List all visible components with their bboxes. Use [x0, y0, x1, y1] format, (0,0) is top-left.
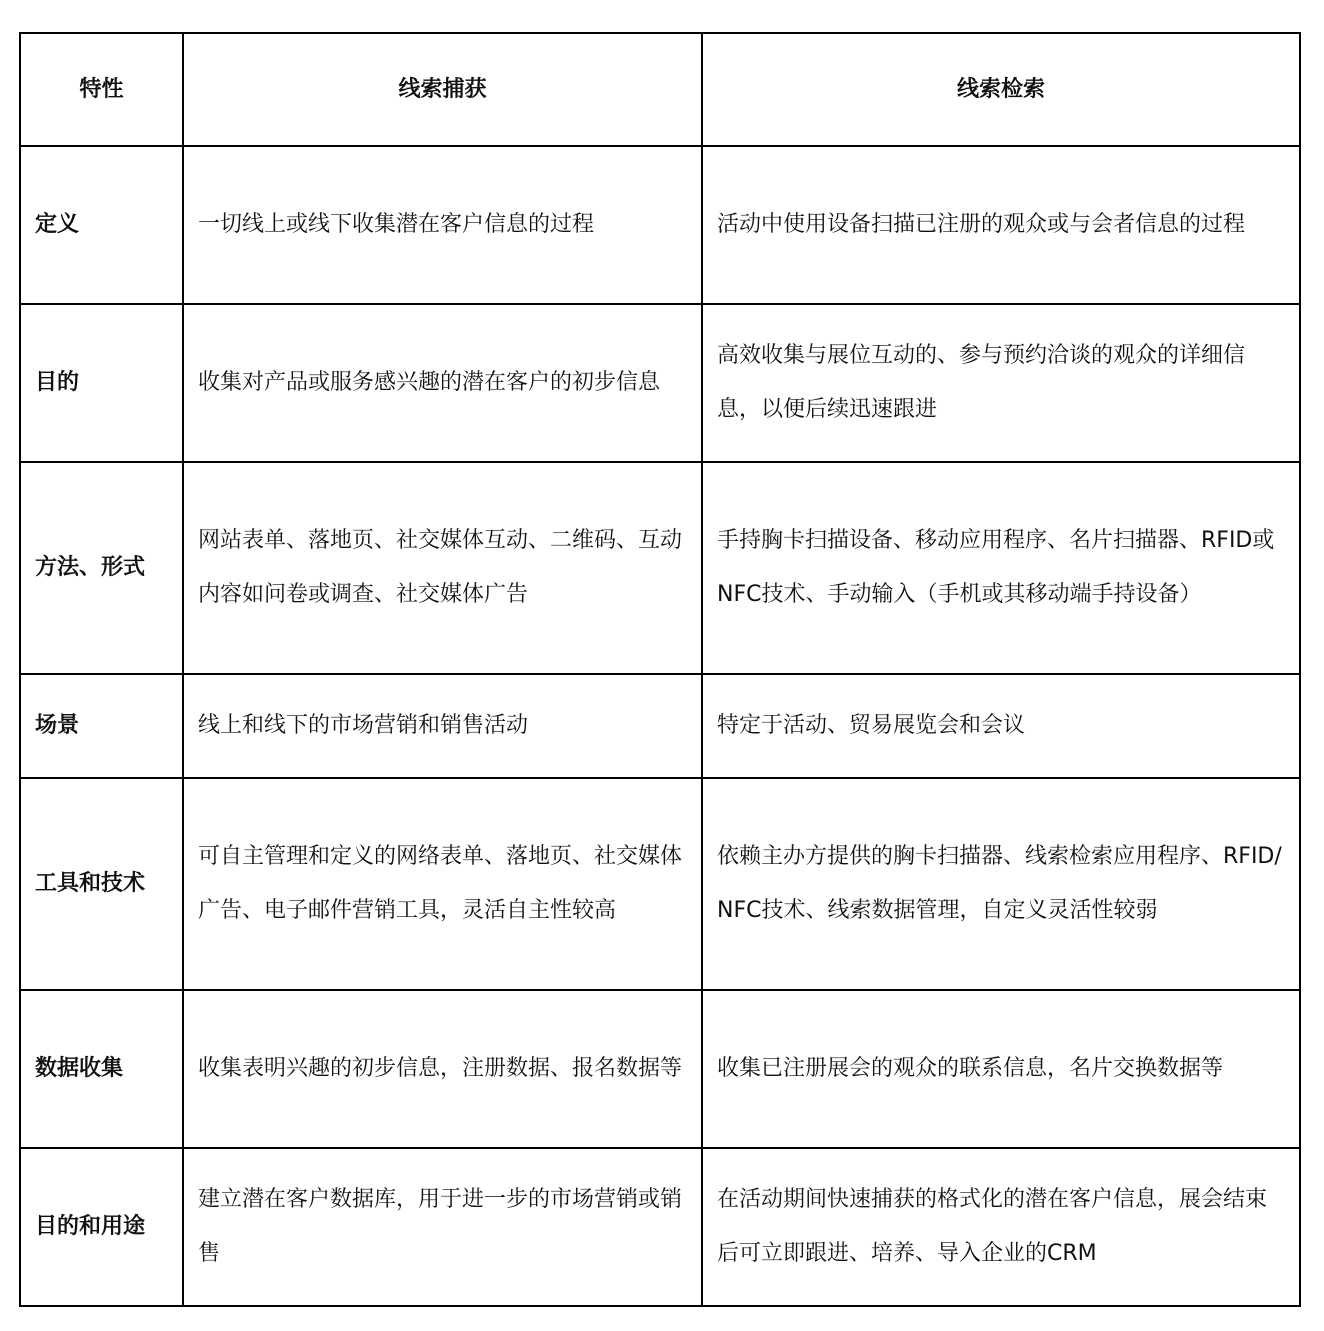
- table-row: [20, 304, 1300, 462]
- row-capture: 一切线上或线下收集潜在客户信息的过程: [183, 146, 702, 304]
- table-row: [20, 462, 1300, 674]
- row-feature: 场景: [20, 674, 183, 778]
- header-feature: 特性: [20, 33, 183, 146]
- row-feature: 目的和用途: [20, 1148, 183, 1306]
- row-retrieval: 高效收集与展位互动的、参与预约洽谈的观众的详细信息，以便后续迅速跟进: [702, 304, 1300, 462]
- comparison-table: [19, 32, 1301, 1307]
- header-row: [20, 33, 1300, 146]
- row-feature: 方法、形式: [20, 462, 183, 674]
- table-row: [20, 778, 1300, 990]
- row-capture: 收集表明兴趣的初步信息，注册数据、报名数据等: [183, 990, 702, 1148]
- row-retrieval: 依赖主办方提供的胸卡扫描器、线索检索应用程序、RFID/NFC技术、线索数据管理，自定义灵活性较弱: [702, 778, 1300, 990]
- row-retrieval: 收集已注册展会的观众的联系信息，名片交换数据等: [702, 990, 1300, 1148]
- row-feature: 目的: [20, 304, 183, 462]
- row-retrieval: 手持胸卡扫描设备、移动应用程序、名片扫描器、RFID或NFC技术、手动输入（手机或其移动端手持设备）: [702, 462, 1300, 674]
- table-row: [20, 146, 1300, 304]
- row-capture: 建立潜在客户数据库，用于进一步的市场营销或销售: [183, 1148, 702, 1306]
- header-lead-retrieval: 线索检索: [702, 33, 1300, 146]
- table-row: [20, 1148, 1300, 1306]
- row-capture: 线上和线下的市场营销和销售活动: [183, 674, 702, 778]
- row-capture: 收集对产品或服务感兴趣的潜在客户的初步信息: [183, 304, 702, 462]
- row-capture: 可自主管理和定义的网络表单、落地页、社交媒体广告、电子邮件营销工具，灵活自主性较高: [183, 778, 702, 990]
- header-lead-capture: 线索捕获: [183, 33, 702, 146]
- row-retrieval: 特定于活动、贸易展览会和会议: [702, 674, 1300, 778]
- row-retrieval: 在活动期间快速捕获的格式化的潜在客户信息，展会结束后可立即跟进、培养、导入企业的CRM: [702, 1148, 1300, 1306]
- table-row: [20, 674, 1300, 778]
- row-feature: 工具和技术: [20, 778, 183, 990]
- row-capture: 网站表单、落地页、社交媒体互动、二维码、互动内容如问卷或调查、社交媒体广告: [183, 462, 702, 674]
- row-feature: 数据收集: [20, 990, 183, 1148]
- table-row: [20, 990, 1300, 1148]
- row-retrieval: 活动中使用设备扫描已注册的观众或与会者信息的过程: [702, 146, 1300, 304]
- row-feature: 定义: [20, 146, 183, 304]
